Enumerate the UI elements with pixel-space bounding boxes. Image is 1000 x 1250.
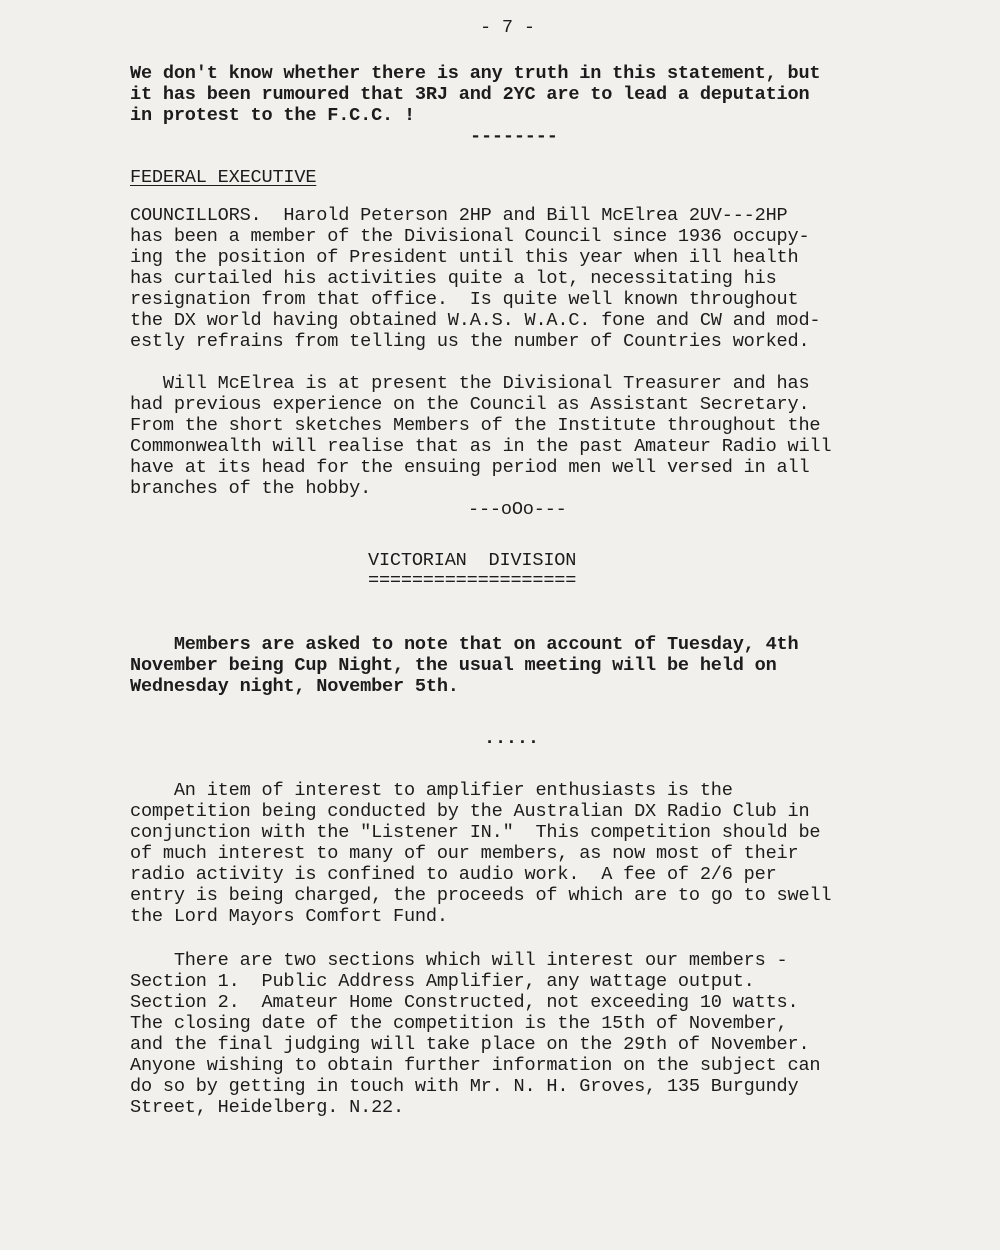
federal-para2-line-1: Will McElrea is at present the Divisional Treasurer and has	[130, 373, 810, 394]
intro-line-1: We don't know whether there is any truth in this statement, but	[130, 63, 821, 84]
amplifier-line-4: of much interest to many of our members, as now most of their	[130, 843, 799, 864]
section-separator: .....	[484, 728, 539, 749]
sections-line-2: Section 1. Public Address Amplifier, any wattage output.	[130, 971, 755, 992]
amplifier-line-2: competition being conducted by the Australian DX Radio Club in	[130, 801, 810, 822]
notice-line-1: Members are asked to note that on account of Tuesday, 4th	[130, 634, 799, 655]
sections-line-8: Street, Heidelberg. N.22.	[130, 1097, 404, 1118]
federal-para1-line-3: ing the position of President until this year when ill health	[130, 247, 799, 268]
sections-line-6: Anyone wishing to obtain further information on the subject can	[130, 1055, 821, 1076]
sections-line-3: Section 2. Amateur Home Constructed, not exceeding 10 watts.	[130, 992, 799, 1013]
sections-line-1: There are two sections which will interest our members -	[130, 950, 788, 971]
intro-line-3: in protest to the F.C.C. !	[130, 105, 415, 126]
amplifier-line-3: conjunction with the "Listener IN." This competition should be	[130, 822, 821, 843]
intro-divider: --------	[470, 126, 558, 147]
federal-para1-line-4: has curtailed his activities quite a lot, necessitating his	[130, 268, 777, 289]
notice-line-2: November being Cup Night, the usual meeting will be held on	[130, 655, 777, 676]
amplifier-line-1: An item of interest to amplifier enthusiasts is the	[130, 780, 733, 801]
federal-executive-heading: FEDERAL EXECUTIVE	[130, 167, 317, 188]
federal-para2-line-6: branches of the hobby.	[130, 478, 372, 499]
notice-line-3: Wednesday night, November 5th.	[130, 676, 459, 697]
victorian-division-heading-rule: ===================	[368, 570, 577, 591]
federal-para1-line-1: COUNCILLORS. Harold Peterson 2HP and Bill McElrea 2UV---2HP	[130, 205, 788, 226]
federal-end-mark: ---oOo---	[468, 499, 567, 520]
federal-para1-line-6: the DX world having obtained W.A.S. W.A.C. fone and CW and mod-	[130, 310, 821, 331]
amplifier-line-7: the Lord Mayors Comfort Fund.	[130, 906, 448, 927]
federal-para2-line-2: had previous experience on the Council as Assistant Secretary.	[130, 394, 810, 415]
federal-para2-line-5: have at its head for the ensuing period men well versed in all	[130, 457, 810, 478]
amplifier-line-6: entry is being charged, the proceeds of which are to go to swell	[130, 885, 832, 906]
sections-line-4: The closing date of the competition is the 15th of November,	[130, 1013, 788, 1034]
federal-para1-line-7: estly refrains from telling us the number of Countries worked.	[130, 331, 810, 352]
federal-para2-line-3: From the short sketches Members of the Institute throughout the	[130, 415, 821, 436]
intro-line-2: it has been rumoured that 3RJ and 2YC are to lead a deputation	[130, 84, 810, 105]
page-number: - 7 -	[480, 17, 535, 38]
sections-line-7: do so by getting in touch with Mr. N. H. Groves, 135 Burgundy	[130, 1076, 799, 1097]
victorian-division-heading: VICTORIAN DIVISION	[368, 550, 577, 571]
amplifier-line-5: radio activity is confined to audio work. A fee of 2/6 per	[130, 864, 777, 885]
federal-para2-line-4: Commonwealth will realise that as in the past Amateur Radio will	[130, 436, 832, 457]
sections-line-5: and the final judging will take place on the 29th of November.	[130, 1034, 810, 1055]
federal-para1-line-2: has been a member of the Divisional Council since 1936 occupy-	[130, 226, 810, 247]
federal-para1-line-5: resignation from that office. Is quite well known throughout	[130, 289, 799, 310]
